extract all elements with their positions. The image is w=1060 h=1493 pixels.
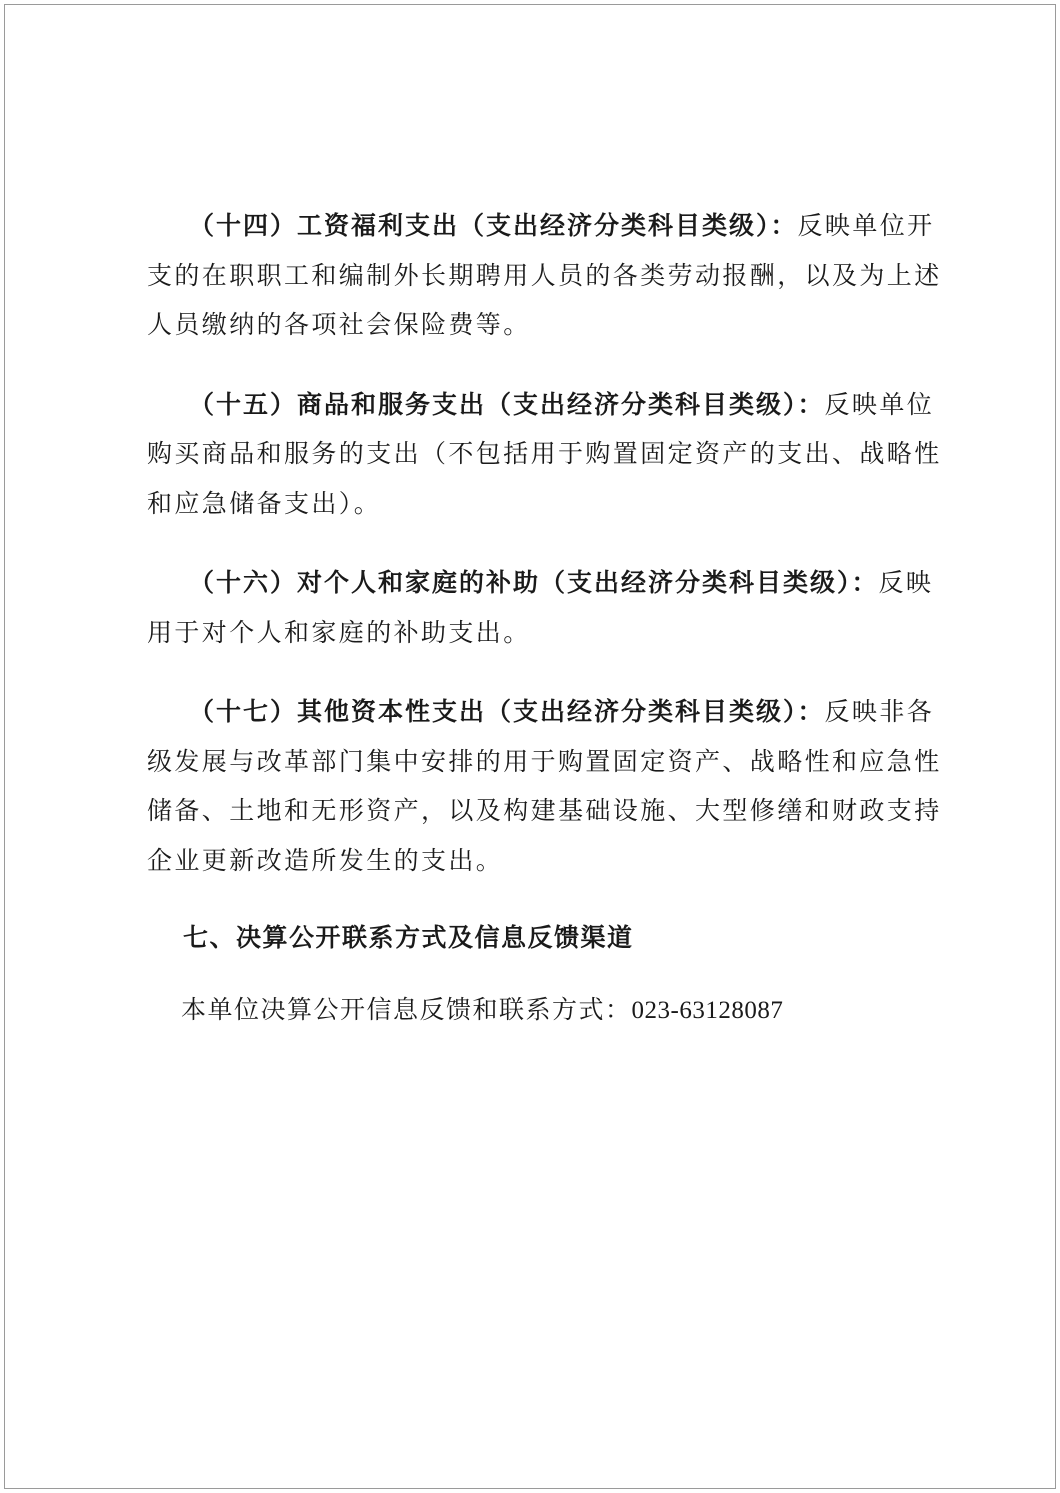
document-page [4,4,1056,1489]
paragraph-wage-welfare [147,195,947,350]
section-title: 七、决算公开联系方式及信息反馈渠道 [183,923,634,952]
paragraph-heading: （十五）商品和服务支出（支出经济分类科目类级）： [189,389,825,419]
paragraph-body: 反映非各级发展与改革部门集中安排的用于购置固定资产、战略性和应急性储备、土地和无形资产，以及构建基础设施、大型修缮和财政支持企业更新改造所发生的支出。 [147,697,942,875]
paragraph-other-capital [147,681,947,885]
paragraph-household-subsidy [147,552,947,657]
paragraph-heading: （十四）工资福利支出（支出经济分类科目类级）： [189,211,798,240]
contact-label: 本单位决算公开信息反馈和联系方式： [181,994,632,1024]
paragraph-heading: （十七）其他资本性支出（支出经济分类科目类级）： [189,697,825,726]
paragraph-body: 反映单位开支的在职职工和编制外长期聘用人员的各类劳动报酬，以及为上述人员缴纳的各项社会保险费等。 [147,211,942,339]
paragraph-body: 反映单位购买商品和服务的支出（不包括用于购置固定资产的支出、战略性和应急储备支出）。 [147,389,942,518]
paragraph-body: 反映用于对个人和家庭的补助支出。 [147,568,934,647]
document-content [147,195,947,1035]
contact-phone: 023-63128087 [631,996,784,1024]
contact-line [147,985,947,1036]
paragraph-heading: （十六）对个人和家庭的补助（支出经济分类科目类级）： [189,568,879,597]
paragraph-goods-services [147,374,947,529]
